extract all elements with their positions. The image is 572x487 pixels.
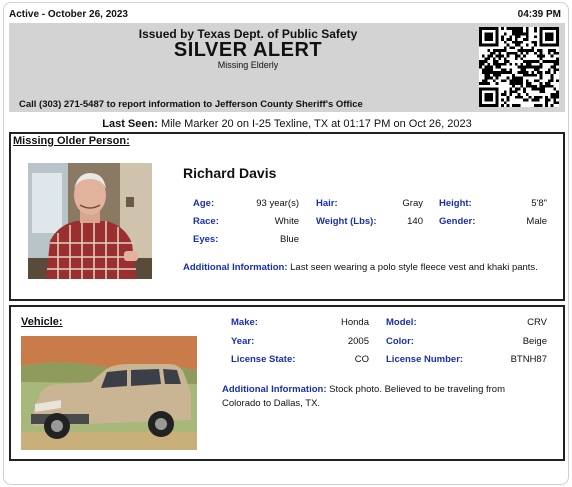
- top-bar: [9, 9, 565, 21]
- race-value: White: [274, 216, 299, 227]
- person-additional-info: [183, 261, 549, 275]
- person-name: Richard Davis: [183, 165, 277, 181]
- license-state-label: License State:: [231, 354, 296, 365]
- year-label: Year:: [231, 336, 255, 347]
- license-number-label: License Number:: [386, 354, 464, 365]
- make-value: Honda: [341, 317, 369, 328]
- gender-label: Gender:: [439, 216, 476, 227]
- time-label: 04:39 PM: [517, 9, 561, 20]
- call-line: Call (303) 271-5487 to report information to Jefferson County Sheriff's Office: [19, 99, 363, 110]
- vehicle-section: [9, 305, 565, 461]
- vehicle-photo: [21, 336, 197, 450]
- vehicle-additional-label: Additional Information:: [222, 384, 327, 395]
- alert-subtitle: Missing Elderly: [217, 60, 279, 70]
- person-section: [9, 132, 565, 301]
- vehicle-additional-text: Stock photo. Believed to be traveling from Colorado to Dallas, TX.: [222, 384, 505, 409]
- make-label: Make:: [231, 317, 258, 328]
- vehicle-additional-info: [222, 383, 542, 411]
- last-seen: [9, 118, 565, 130]
- year-value: 2005: [347, 336, 369, 347]
- height-label: Height:: [439, 198, 472, 209]
- person-additional-text: Last seen wearing a polo style fleece vest and khaki pants.: [290, 262, 538, 273]
- status-date: Active - October 26, 2023: [9, 9, 128, 20]
- race-label: Race:: [193, 216, 219, 227]
- license-state-value: CO: [354, 354, 369, 365]
- hair-label: Hair:: [316, 198, 338, 209]
- person-additional-label: Additional Information:: [183, 262, 288, 273]
- age-label: Age:: [193, 198, 215, 209]
- alert-frame: [3, 2, 569, 485]
- weight-value: 140: [407, 216, 423, 227]
- person-section-title: Missing Older Person:: [13, 135, 130, 147]
- last-seen-label: Last Seen:: [102, 118, 158, 130]
- hair-value: Gray: [402, 198, 423, 209]
- weight-label: Weight (Lbs):: [316, 216, 377, 227]
- model-label: Model:: [386, 317, 417, 328]
- alert-banner: [9, 23, 565, 112]
- color-label: Color:: [386, 336, 414, 347]
- gender-value: Male: [526, 216, 547, 227]
- eyes-label: Eyes:: [193, 234, 219, 245]
- age-value: 93 year(s): [256, 198, 299, 209]
- last-seen-text: Mile Marker 20 on I-25 Texline, TX at 01:17 PM on Oct 26, 2023: [160, 118, 472, 130]
- vehicle-section-title: Vehicle:: [21, 316, 63, 328]
- color-value: Beige: [522, 336, 547, 347]
- eyes-value: Blue: [279, 234, 299, 245]
- alert-title: SILVER ALERT: [173, 39, 323, 61]
- person-photo: [28, 163, 152, 279]
- qr-code-icon[interactable]: [479, 27, 559, 107]
- license-number-value: BTNH87: [510, 354, 547, 365]
- model-value: CRV: [527, 317, 547, 328]
- height-value: 5'8": [531, 198, 547, 209]
- issued-by: Issued by Texas Dept. of Public Safety: [138, 27, 358, 41]
